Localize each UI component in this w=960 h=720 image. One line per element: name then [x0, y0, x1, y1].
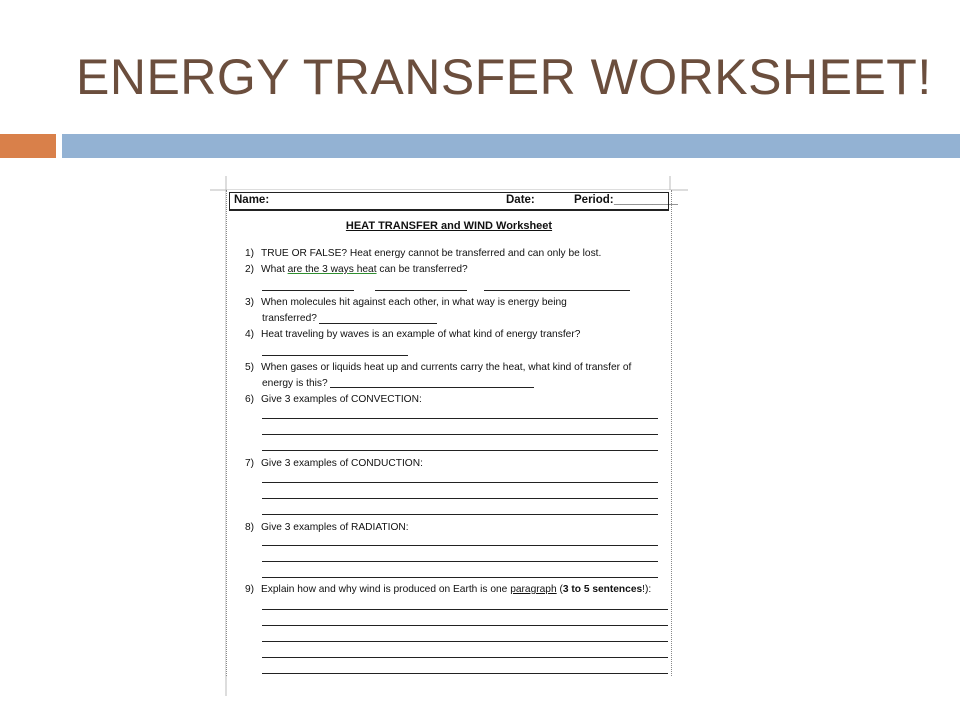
answer-line[interactable]	[262, 434, 658, 435]
question-6	[245, 394, 422, 405]
question-text-underlined: paragraph	[510, 584, 557, 595]
answer-line[interactable]	[484, 290, 630, 291]
question-text: Explain how and why wind is produced on Earth is one	[261, 584, 511, 595]
question-text: TRUE OR FALSE? Heat energy cannot be transferred and can only be lost.	[261, 248, 602, 259]
question-number: 7)	[245, 458, 255, 469]
answer-line[interactable]	[262, 673, 668, 674]
answer-line[interactable]	[262, 498, 658, 499]
worksheet-image	[226, 190, 678, 676]
question-text: Give 3 examples of CONDUCTION:	[261, 458, 423, 469]
question-text: (	[556, 584, 563, 595]
name-label: Name:	[234, 194, 270, 206]
question-3	[245, 297, 567, 308]
accent-bar	[0, 134, 56, 158]
question-text: Heat traveling by waves is an example of what kind of energy transfer?	[261, 329, 581, 340]
name-date-period-row	[229, 192, 678, 211]
question-number: 3)	[245, 297, 255, 308]
answer-line[interactable]	[262, 290, 354, 291]
question-text-bold: 3 to 5 sentences	[562, 584, 643, 595]
question-number: 5)	[245, 362, 255, 373]
answer-line[interactable]	[262, 514, 658, 515]
question-8	[245, 522, 409, 533]
question-9	[245, 584, 651, 595]
header-bar	[62, 134, 960, 158]
slide-title: ENERGY TRANSFER WORKSHEET!	[76, 49, 932, 105]
answer-line[interactable]	[262, 482, 658, 483]
question-number: 9)	[245, 584, 255, 595]
answer-line[interactable]	[375, 290, 467, 291]
answer-line[interactable]	[262, 625, 668, 626]
question-text: Give 3 examples of CONVECTION:	[261, 394, 422, 405]
answer-line[interactable]	[262, 450, 658, 451]
question-5-continued: energy is this?	[262, 378, 328, 389]
question-5	[245, 362, 631, 373]
worksheet-title: HEAT TRANSFER and WIND Worksheet	[345, 220, 553, 232]
answer-line[interactable]	[262, 561, 658, 562]
question-text: !):	[642, 584, 652, 595]
question-text: When molecules hit against each other, in what way is energy being	[261, 297, 567, 308]
question-text-underlined: are the 3 ways heat	[287, 264, 377, 275]
question-text: When gases or liquids heat up and currents carry the heat, what kind of transfer of	[261, 362, 632, 373]
answer-line[interactable]	[262, 577, 658, 578]
question-3-continued: transferred?	[262, 313, 317, 324]
date-label: Date:	[506, 194, 535, 206]
question-number: 6)	[245, 394, 255, 405]
question-number: 4)	[245, 329, 255, 340]
answer-line[interactable]	[319, 323, 437, 324]
answer-line[interactable]	[262, 418, 658, 419]
question-text: What	[261, 264, 288, 275]
answer-line[interactable]	[262, 657, 668, 658]
answer-line[interactable]	[262, 641, 668, 642]
answer-line[interactable]	[262, 545, 658, 546]
question-text: can be transferred?	[376, 264, 468, 275]
period-blank: __________	[614, 194, 678, 206]
period-label: Period:	[574, 194, 614, 206]
question-2	[245, 264, 468, 275]
answer-line[interactable]	[262, 355, 408, 356]
question-number: 1)	[245, 248, 255, 259]
answer-line[interactable]	[262, 609, 668, 610]
question-text: Give 3 examples of RADIATION:	[261, 522, 409, 533]
question-7	[245, 458, 423, 469]
question-4	[245, 329, 580, 340]
question-number: 2)	[245, 264, 255, 275]
question-1	[245, 248, 601, 259]
question-number: 8)	[245, 522, 255, 533]
answer-line[interactable]	[330, 387, 534, 388]
